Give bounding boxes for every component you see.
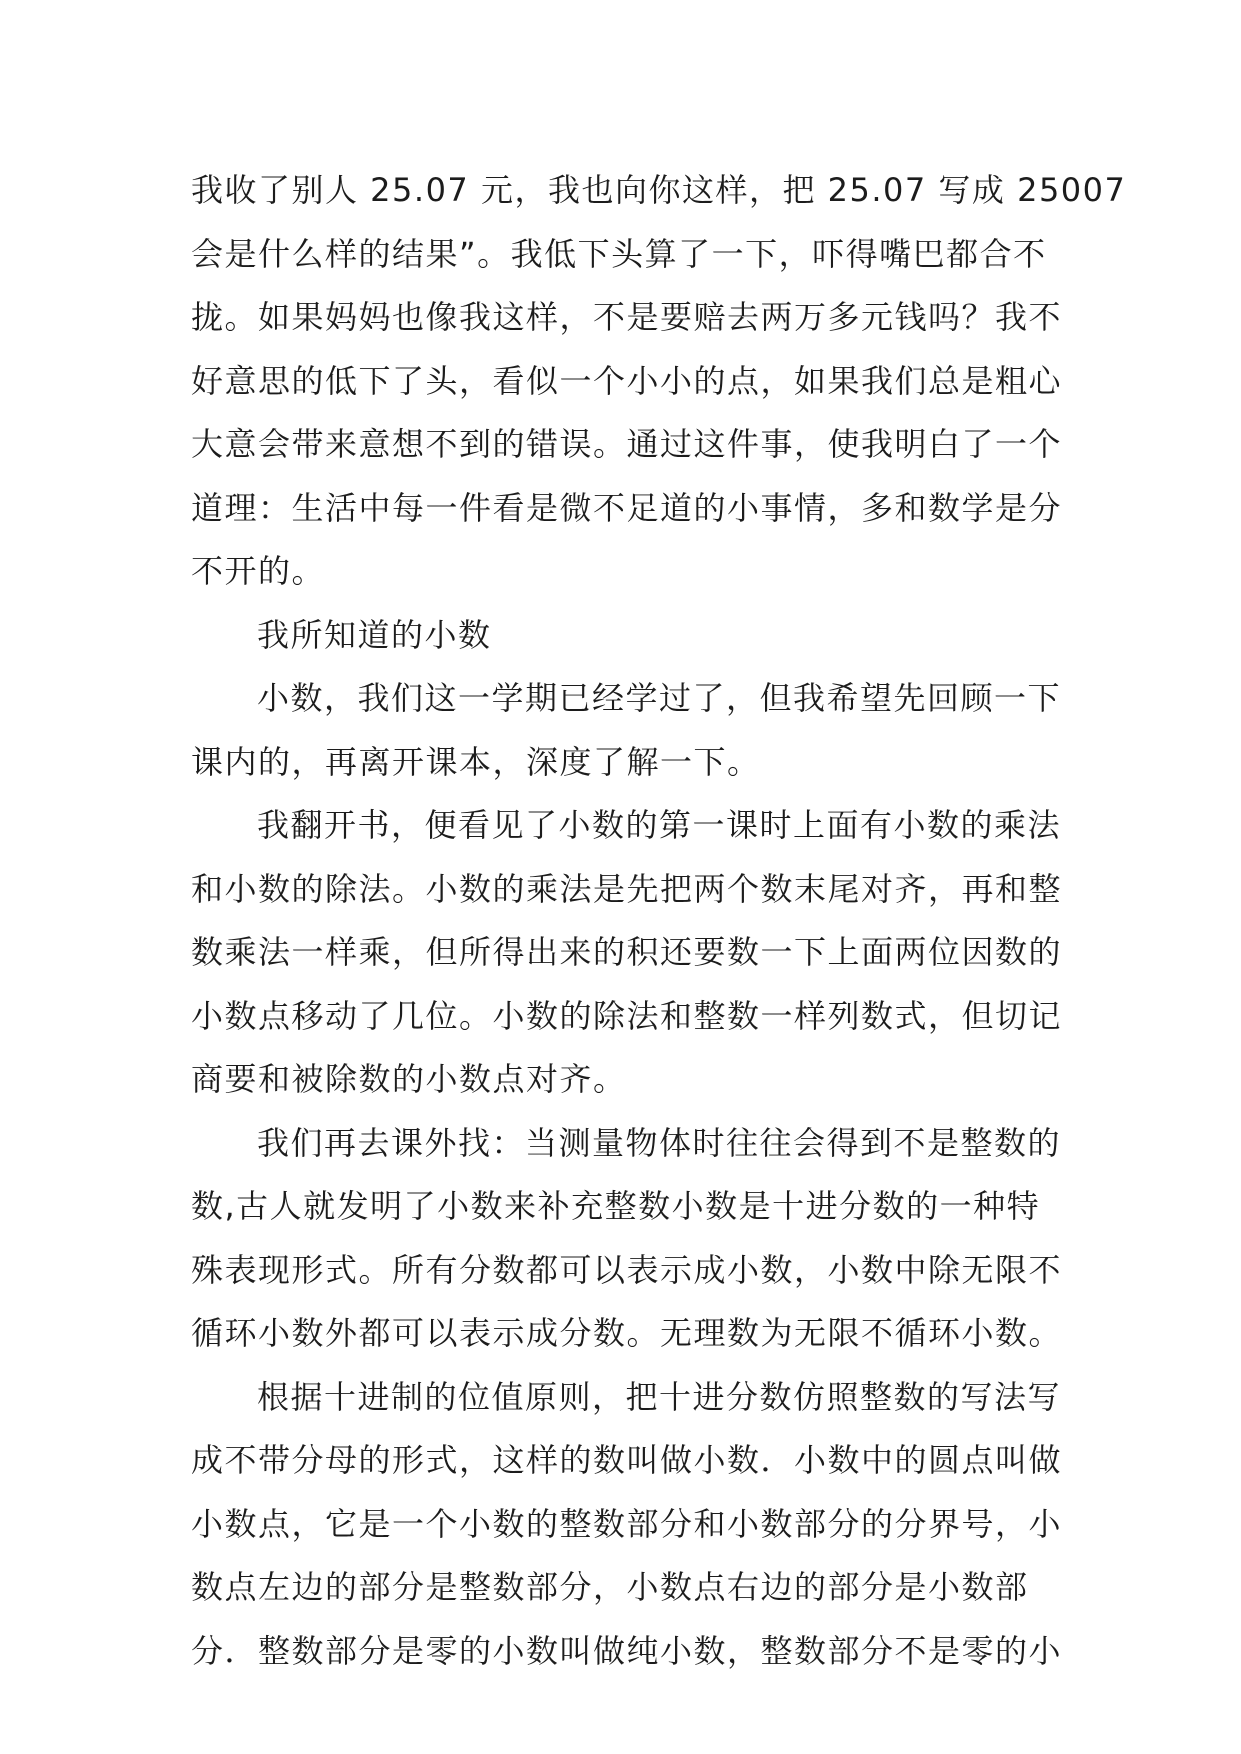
text-line: 大意会带来意想不到的错误。通过这件事，使我明白了一个 (191, 425, 1063, 463)
text-line: 商要和被除数的小数点对齐。 (191, 1060, 627, 1098)
text-line: 小数，我们这一学期已经学过了，但我希望先回顾一下 (257, 679, 1062, 717)
text-line: 数乘法一样乘，但所得出来的积还要数一下上面两位因数的 (191, 933, 1063, 971)
text-line: 道理：生活中每一件看是微不足道的小事情，多和数学是分 (191, 488, 1063, 527)
text-line: 好意思的低下了头，看似一个小小的点，如果我们总是粗心 (191, 361, 1063, 400)
text-line: 小数点，它是一个小数的整数部分和小数部分的分界号，小 (191, 1504, 1063, 1543)
text-line: 殊表现形式。所有分数都可以表示成小数，小数中除无限不 (191, 1250, 1063, 1289)
text-line: 不开的。 (191, 552, 326, 590)
text-line: 小数点移动了几位。小数的除法和整数一样列数式，但切记 (191, 996, 1063, 1035)
text-line: 我翻开书，便看见了小数的第一课时上面有小数的乘法 (257, 806, 1062, 844)
text-line: 课内的，再离开课本，深度了解一下。 (191, 742, 761, 781)
text-line: 和小数的除法。小数的乘法是先把两个数末尾对齐，再和整 (191, 869, 1063, 908)
text-line: 数,古人就发明了小数来补充整数小数是十进分数的一种特 (191, 1187, 1041, 1225)
text-line: 数点左边的部分是整数部分，小数点右边的部分是小数部 (191, 1568, 1029, 1606)
text-line: 我所知道的小数 (257, 615, 492, 654)
text-line: 我收了别人 25.07 元，我也向你这样，把 25.07 写成 25007 (191, 171, 1127, 209)
text-line: 拢。如果妈妈也像我这样，不是要赔去两万多元钱吗？我不 (191, 298, 1063, 336)
text-line: 分．整数部分是零的小数叫做纯小数，整数部分不是零的小 (191, 1631, 1063, 1670)
text-line: 我们再去课外找：当测量物体时往往会得到不是整数的 (257, 1123, 1062, 1162)
body-text (191, 159, 1127, 1683)
text-line: 循环小数外都可以表示成分数。无理数为无限不循环小数。 (191, 1314, 1063, 1352)
text-line: 根据十进制的位值原则，把十进分数仿照整数的写法写 (257, 1377, 1062, 1416)
text-line: 会是什么样的结果”。我低下头算了一下，吓得嘴巴都合不 (191, 234, 1047, 273)
text-line: 成不带分母的形式，这样的数叫做小数．小数中的圆点叫做 (191, 1441, 1063, 1479)
